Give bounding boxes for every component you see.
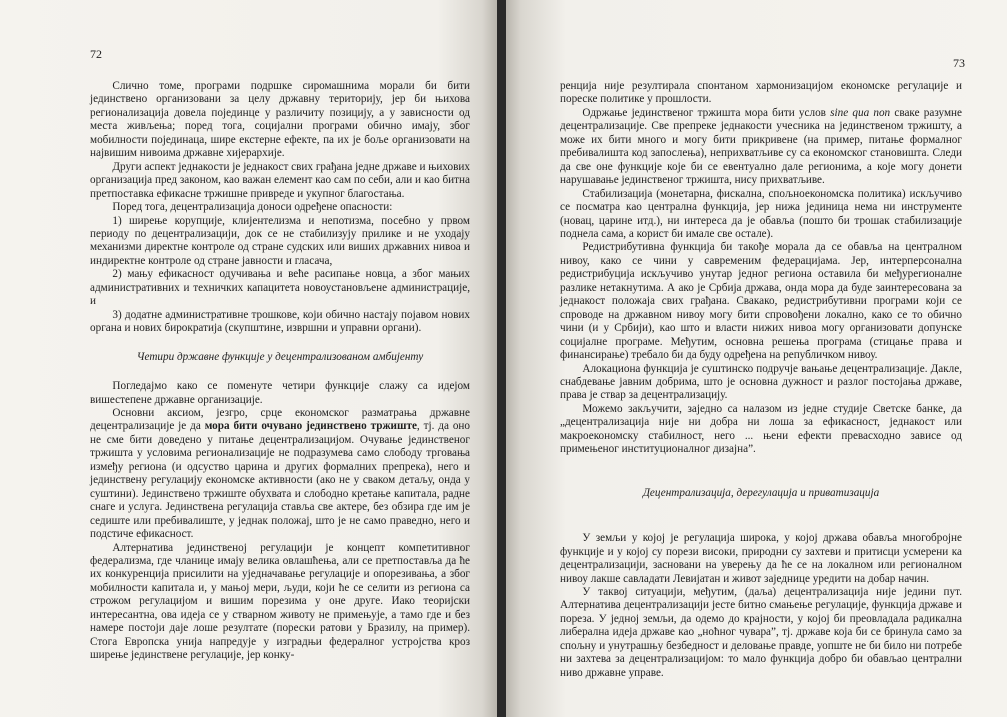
paragraph: Други аспект једнакости је једнакост свих грађана једне државе и њихових организација пред законом, као важан елемент као сам по себи, али и као битна претпоставка ефикасне тржишне привреде и укупног благостања. [90,160,470,200]
list-item: 2) мању ефикасност одучивања и веће расипање новца, а због мањих административних и техничких капацитета новоустановљене администрације, и [90,268,470,308]
bold-emphasis: мора бити очувано јединствено тржиште [204,420,417,433]
paragraph: Поред тога, децентрализација доноси одређене опасности: [112,201,393,214]
text-run: Одржање јединственог тржишта мора бити услов [582,106,831,119]
section-heading: Децентрализација, дерегулација и приватизација [642,486,880,499]
text-run: Основни аксиом, језгро, срце економског разматрања државне децентрализације је да [90,406,470,433]
page-number: 73 [953,56,965,70]
paragraph: Редистрибутивна функција би такође морала да се обавља на централном нивоу, како се чини у савременим федерацијама. Јер, интерперсонална редистрибуција искључиво унутар једног региона оставила би међурегионалне разлике нетакнутима. А ако је Србија држава, онда мора да буде заинтересована за једнакост положаја свих грађана. Свакако, редистрибутивни програми који се спроводе на државном нивоу могу бити спровођени локално, како се то обично чини (и у Србији), као што и власти нижих нивоа могу организовати допунске социјалне програме. Међутим, основна решења програма (стицање права и финансирање) требало би да буду одређена на републичком нивоу. [560,241,962,362]
paragraph: Слично томе, програми подршке сиромашнима морали би бити јединствено организовани за целу државну територију, јер би њихова регионализација довела појединце у различиту позицију, а у зависности од места живљења; поред тога, социјални програми обично имају, због мобилности појединаца, шире екстерне ефекте, па их је боље организовати на највишим нивоима државне хијерархије. [90,80,470,160]
paragraph: Можемо закључити, заједно са налазом из једне студије Светске банке, да „децентрализација није ни добра ни лоша за ефикасност, једнакост или макроекономску стабилност, него ... њени ефекти превасходно зависе од примењеног институционалног дизајна”. [560,402,962,456]
italic-emphasis: sine qua non [830,106,891,119]
page-number: 72 [90,47,102,61]
axiom-paragraph [90,407,470,542]
sine-qua-non-paragraph [560,107,962,188]
paragraph: ренција није резултирала спонтаном хармонизацијом економске регулације и пореске политике у прошлости. [560,80,962,106]
paragraph: У таквој ситуацији, међутим, (даља) децентрализација није једини пут. Алтернатива децентрализацији јесте битно смањење регулације, функција државе и пореза. У једној земљи, да одемо до крајности, у којој би преовладала радикална либерална идеја државе као „ноћног чувара”, тј. државе која би се бринула само за спољну и унутрашњу безбедност и деловање правде, уопште не би било ни потребе ни захтева за децентрализацијом: то мало функција добро би обављао централни ниво државне управе. [560,585,962,679]
paragraph: У земљи у којој је регулација широка, у којој држава обавља многобројне функције и у којој су порези високи, природни су захтеви и притисци усмерени ка децентрализацији, засновани на уверењу да ће се на локалном или регионалном нивоу лакше савладати Левијатан и живот заједнице уредити на добар начин. [560,532,962,585]
right-page-text [560,80,962,680]
left-page [0,0,497,717]
left-page-text [90,80,470,663]
paragraph: Алокациона функција је суштинско подручје вањање децентрализације. Дакле, снабдевање јавним добрима, што је основна дужност и разлог постојања државе, права је ствар за децентрализацију. [560,362,962,402]
text-run: сваке разумне децентрализације. Све препреке једнакости учесника на јединственом тржишту, а може их бити много и могу бити прикривене (на пример, питање формалног пребивалишта код запослења), неприхватљиве су са економског становишта. Следи да све оне функције које би се евентуално дале регионима, а које могу донети нарушавање јединственог тржишта, нису прихватљиве. [560,106,962,187]
paragraph: Погледајмо како се поменуте четири функције слажу са идејом вишестепене државне организације. [90,380,470,406]
right-page [506,0,1007,717]
book-spine [497,0,506,717]
list-item: 3) додатне административне трошкове, који обично настају појавом нових органа и нових бирократија (скупштине, извршни и управни органи). [90,308,470,335]
section-heading: Четири државне функције у децентрализованом амбијенту [136,350,424,363]
paragraph: Алтернатива јединственој регулацији је концепт компетитивног федерализма, где чланице имају велика овлашћења, али се претпоставља да ће их конкуренција присилити на уједначавање регулације и опорезивања, а због мобилности капитала и, у мањој мери, људи, који ће се селити из региона са строжом регулацијом и вишим порезима у оне друге. Иако теоријски интересантна, ова идеја се у стварном животу не примењује, а тамо где и без намере постоји даје лоше резултате (порески ратови у Бразилу, на пример). Стога Европска унија напредује у изградњи федералног устројства кроз ширење јединствене регулације, јер конку- [90,541,470,662]
list-item: 1) ширење корупције, клијентелизма и непотизма, посебно у првом периоду по децентрализацији, док се не стабилизују прилике и не уходају механизми директне контроле од стране судских или виших државних нивоа и индиректне контроле од стране јавности и гласача, [90,214,470,267]
paragraph: Стабилизација (монетарна, фискална, спољноекономска политика) искључиво се посматра као централна функција, јер нижа јединица нема ни инструменте (новац, царине итд.), ни интереса да је обавља (пошто би трошак стабилизације поднела сама, а корист би имале све остале). [560,187,962,240]
text-run: , тј. да оно не сме бити доведено у питање децентрализацијом. Очување јединственог тржишта у условима регионализације не подразумева само слободу трговања између региона (и одсуство царина и других формалних препрека), него и јединствену регулацију економске активности (ако не у сваком детаљу, онда у суштини). Јединствено тржиште обухвата и слободно кретање капитала, радне снаге и услуга. Јединствена регулација ставља све актере, без обзира где им је седиште или пребивалиште, у једнак положај, што је не само праведно, него и подстиче ефикасност. [90,420,470,541]
